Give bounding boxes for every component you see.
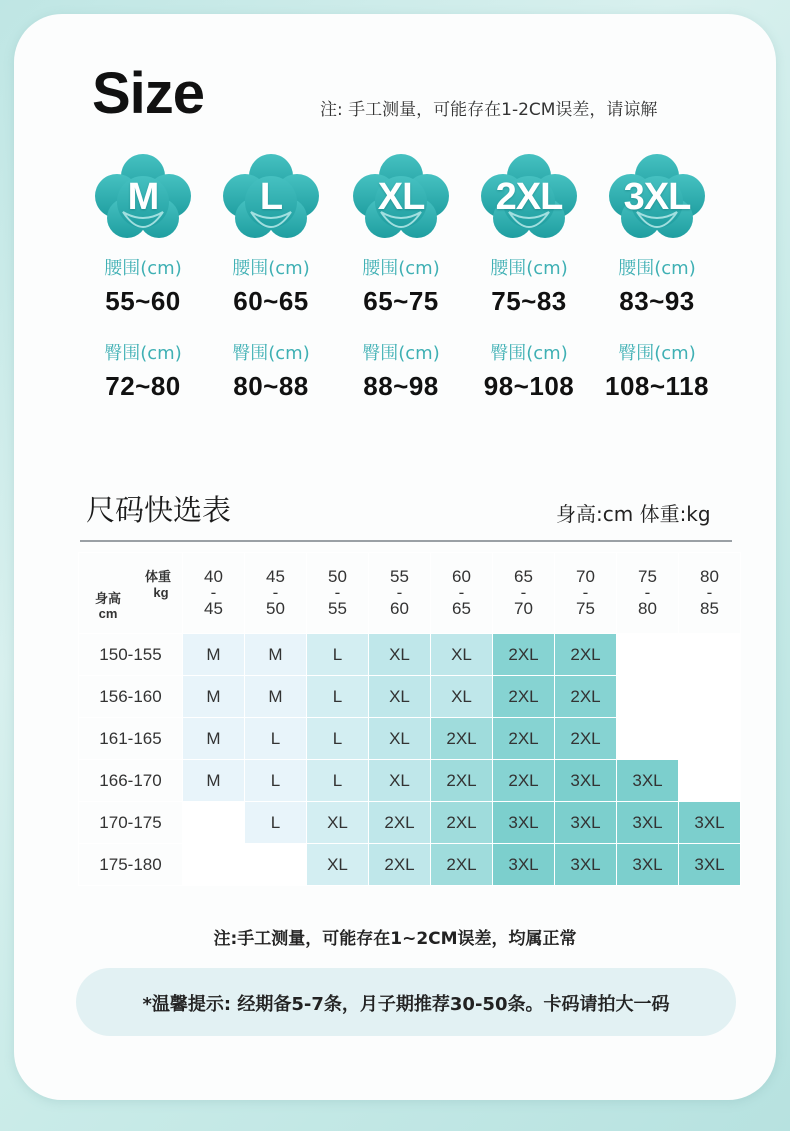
size-cell: XL bbox=[307, 844, 369, 886]
size-column-3xl bbox=[592, 152, 722, 402]
hip-value: 98~108 bbox=[483, 371, 575, 401]
size-cell: 2XL bbox=[369, 802, 431, 844]
tip-text: *温馨提示: 经期备5-7条，月子期推荐30-50条。卡码请拍大一码 bbox=[142, 994, 670, 1015]
size-cell: 3XL bbox=[679, 844, 741, 886]
size-cell: L bbox=[307, 760, 369, 802]
size-cell: 3XL bbox=[679, 802, 741, 844]
size-cell bbox=[679, 760, 741, 802]
size-cell: XL bbox=[369, 634, 431, 676]
table-row bbox=[79, 676, 741, 718]
size-cell: L bbox=[245, 802, 307, 844]
size-cell: L bbox=[307, 718, 369, 760]
size-cell: 2XL bbox=[493, 634, 555, 676]
table-row bbox=[79, 844, 741, 886]
size-cell bbox=[679, 718, 741, 760]
waist-value: 83~93 bbox=[619, 286, 695, 316]
size-cell: L bbox=[307, 634, 369, 676]
waist-label: 腰围(cm) bbox=[232, 258, 310, 279]
weight-column-header: 70 - 75 bbox=[555, 553, 617, 634]
waist-value: 75~83 bbox=[491, 286, 567, 316]
waist-label: 腰围(cm) bbox=[618, 258, 696, 279]
size-cell: 2XL bbox=[555, 676, 617, 718]
size-chart-table bbox=[78, 552, 741, 886]
waist-value: 55~60 bbox=[105, 286, 181, 316]
weight-column-header: 55 - 60 bbox=[369, 553, 431, 634]
height-header: 身高 bbox=[95, 591, 122, 606]
table-header-row bbox=[79, 553, 741, 634]
waist-value: 65~75 bbox=[363, 286, 439, 316]
size-cell: L bbox=[307, 676, 369, 718]
size-label: L bbox=[259, 176, 283, 218]
waist-label: 腰围(cm) bbox=[104, 258, 182, 279]
cloud-icon bbox=[221, 152, 321, 244]
weight-unit: kg bbox=[153, 585, 169, 600]
table-row bbox=[79, 760, 741, 802]
hip-label: 臀围(cm) bbox=[232, 343, 310, 364]
table-row bbox=[79, 718, 741, 760]
size-cell: M bbox=[183, 760, 245, 802]
table-row bbox=[79, 634, 741, 676]
weight-column-header: 50 - 55 bbox=[307, 553, 369, 634]
cloud-icon bbox=[93, 152, 193, 244]
size-cell: XL bbox=[431, 634, 493, 676]
size-cell: L bbox=[245, 760, 307, 802]
waist-label: 腰围(cm) bbox=[362, 258, 440, 279]
size-label: 2XL bbox=[495, 176, 563, 218]
size-cell: 3XL bbox=[617, 760, 679, 802]
size-cell: M bbox=[183, 634, 245, 676]
size-cell: M bbox=[245, 634, 307, 676]
weight-column-header: 65 - 70 bbox=[493, 553, 555, 634]
page-title: Size bbox=[92, 61, 205, 126]
size-column-2xl bbox=[464, 152, 594, 402]
size-cell bbox=[183, 844, 245, 886]
size-cell: 2XL bbox=[493, 718, 555, 760]
size-cell bbox=[617, 676, 679, 718]
height-range-cell: 156-160 bbox=[79, 676, 183, 718]
size-cell: 3XL bbox=[555, 760, 617, 802]
weight-column-header: 45 - 50 bbox=[245, 553, 307, 634]
size-cell bbox=[245, 844, 307, 886]
size-cell: 2XL bbox=[493, 676, 555, 718]
size-cell: XL bbox=[369, 676, 431, 718]
size-label: M bbox=[127, 176, 159, 218]
corner-cell bbox=[79, 553, 183, 634]
hip-value: 108~118 bbox=[604, 371, 709, 401]
size-cell: 2XL bbox=[555, 718, 617, 760]
quick-table-title: 尺码快选表 bbox=[86, 493, 232, 527]
size-cell: 3XL bbox=[617, 844, 679, 886]
hip-value: 88~98 bbox=[363, 371, 439, 401]
size-label: 3XL bbox=[623, 176, 691, 218]
waist-value: 60~65 bbox=[233, 286, 309, 316]
size-cell bbox=[183, 802, 245, 844]
height-range-cell: 170-175 bbox=[79, 802, 183, 844]
size-cell: 2XL bbox=[555, 634, 617, 676]
weight-column-header: 75 - 80 bbox=[617, 553, 679, 634]
waist-label: 腰围(cm) bbox=[490, 258, 568, 279]
size-measurements bbox=[78, 152, 758, 422]
size-column-xl bbox=[336, 152, 466, 402]
size-column-l bbox=[206, 152, 336, 402]
cloud-icon bbox=[479, 152, 579, 244]
size-cell: 2XL bbox=[369, 844, 431, 886]
weight-column-header: 80 - 85 bbox=[679, 553, 741, 634]
size-cell: 2XL bbox=[431, 802, 493, 844]
height-unit: cm bbox=[98, 606, 118, 621]
size-cell: M bbox=[183, 718, 245, 760]
size-cell: 2XL bbox=[493, 760, 555, 802]
size-cell: 3XL bbox=[493, 802, 555, 844]
height-range-cell: 161-165 bbox=[79, 718, 183, 760]
measurement-note: 注: 手工测量，可能存在1-2CM误差，请谅解 bbox=[320, 100, 658, 120]
footer-note: 注:手工测量，可能存在1~2CM误差，均属正常 bbox=[213, 929, 577, 949]
size-cell: 2XL bbox=[431, 718, 493, 760]
hip-label: 臀围(cm) bbox=[104, 343, 182, 364]
hip-label: 臀围(cm) bbox=[490, 343, 568, 364]
weight-header: 体重 bbox=[145, 569, 172, 584]
size-cell: L bbox=[245, 718, 307, 760]
divider bbox=[80, 540, 732, 542]
table-row bbox=[79, 802, 741, 844]
size-cell bbox=[617, 634, 679, 676]
units-label: 身高:cm 体重:kg bbox=[556, 502, 711, 526]
weight-column-header: 40 - 45 bbox=[183, 553, 245, 634]
hip-label: 臀围(cm) bbox=[618, 343, 696, 364]
size-cell: 2XL bbox=[431, 844, 493, 886]
size-column-m bbox=[78, 152, 208, 402]
size-cell: XL bbox=[431, 676, 493, 718]
height-range-cell: 175-180 bbox=[79, 844, 183, 886]
cloud-icon bbox=[351, 152, 451, 244]
size-cell bbox=[617, 718, 679, 760]
hip-value: 80~88 bbox=[233, 371, 309, 401]
size-cell: M bbox=[245, 676, 307, 718]
size-label: XL bbox=[377, 176, 425, 218]
hip-label: 臀围(cm) bbox=[362, 343, 440, 364]
size-cell: M bbox=[183, 676, 245, 718]
height-range-cell: 166-170 bbox=[79, 760, 183, 802]
size-cell: 3XL bbox=[493, 844, 555, 886]
height-range-cell: 150-155 bbox=[79, 634, 183, 676]
weight-column-header: 60 - 65 bbox=[431, 553, 493, 634]
cloud-icon bbox=[607, 152, 707, 244]
size-cell: 2XL bbox=[431, 760, 493, 802]
size-cell: XL bbox=[369, 718, 431, 760]
hip-value: 72~80 bbox=[105, 371, 181, 401]
size-cell bbox=[679, 676, 741, 718]
size-cell: XL bbox=[369, 760, 431, 802]
size-cell: 3XL bbox=[617, 802, 679, 844]
size-cell: 3XL bbox=[555, 844, 617, 886]
size-cell: XL bbox=[307, 802, 369, 844]
size-cell: 3XL bbox=[555, 802, 617, 844]
tip-banner bbox=[76, 968, 736, 1036]
size-cell bbox=[679, 634, 741, 676]
